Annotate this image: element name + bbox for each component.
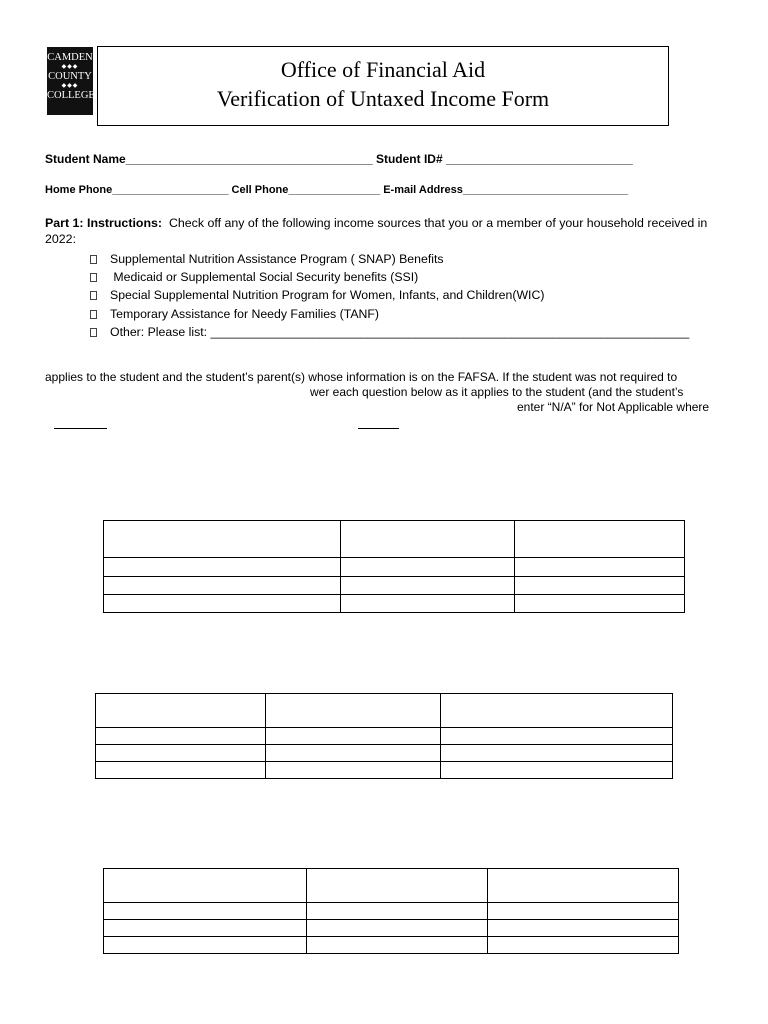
checklist-item-tanf[interactable]: [90, 305, 689, 323]
table-cell[interactable]: [266, 694, 441, 728]
student-name-row: [45, 152, 633, 166]
table-row: [104, 577, 685, 595]
table-cell[interactable]: [441, 745, 673, 762]
email-field[interactable]: ___________________________: [462, 184, 629, 196]
checkbox-icon[interactable]: [90, 310, 97, 319]
table-cell[interactable]: [104, 903, 307, 920]
checklist-item-other[interactable]: [90, 323, 689, 341]
checkbox-icon[interactable]: [90, 255, 97, 264]
table-cell[interactable]: [341, 595, 515, 613]
table-cell[interactable]: [96, 694, 266, 728]
logo-line-1: CAMDEN: [47, 52, 93, 63]
checklist-label: Medicaid or Supplemental Social Security benefits (SSI): [110, 270, 419, 285]
table-header-row: [104, 869, 679, 903]
logo-separator-1: ◆◆◆: [61, 64, 79, 70]
table-cell[interactable]: [104, 920, 307, 937]
table-cell[interactable]: [307, 937, 488, 954]
table-cell[interactable]: [488, 937, 679, 954]
checkbox-icon[interactable]: [90, 291, 97, 300]
table-cell[interactable]: [96, 728, 266, 745]
part1-text: Check off any of the following income sources that you or a member of your household received in 2022:: [45, 216, 708, 246]
blank-line: [358, 428, 399, 429]
table-cell[interactable]: [488, 903, 679, 920]
table-cell[interactable]: [104, 521, 341, 558]
table-cell[interactable]: [307, 920, 488, 937]
home-phone-label: Home Phone: [45, 184, 113, 196]
cell-phone-label: Cell Phone: [231, 184, 289, 196]
table-row: [96, 762, 673, 779]
income-table-1: [103, 520, 685, 613]
table-cell[interactable]: [266, 728, 441, 745]
checklist-item-snap[interactable]: [90, 250, 689, 268]
table-cell[interactable]: [104, 937, 307, 954]
logo-separator-2: ◆◆◆: [61, 83, 79, 89]
logo-line-3: COLLEGE: [47, 90, 95, 101]
table-cell[interactable]: [96, 762, 266, 779]
cell-phone-field[interactable]: _______________: [288, 184, 381, 196]
table-cell[interactable]: [341, 558, 515, 577]
student-id-label: Student ID#: [375, 152, 443, 166]
checkbox-icon[interactable]: [90, 328, 97, 337]
instruction-paragraph-line-2: wer each question below as it applies to the student (and the student’s: [310, 385, 684, 399]
table-row: [104, 595, 685, 613]
table-cell[interactable]: [341, 521, 515, 558]
form-title: Verification of Untaxed Income Form: [216, 86, 550, 111]
checklist-item-wic[interactable]: [90, 286, 689, 304]
income-table-3: [103, 868, 679, 954]
checklist-label: Temporary Assistance for Needy Families (TANF): [110, 306, 380, 321]
student-id-field[interactable]: ____________________________: [445, 152, 633, 166]
table-cell[interactable]: [104, 869, 307, 903]
instruction-paragraph-line-3: enter “N/A” for Not Applicable where: [517, 400, 710, 414]
student-name-label: Student Name: [45, 152, 126, 166]
table-cell[interactable]: [307, 869, 488, 903]
table-cell[interactable]: [441, 762, 673, 779]
table-cell[interactable]: [266, 762, 441, 779]
table-cell[interactable]: [515, 558, 685, 577]
table-row: [96, 728, 673, 745]
student-name-field[interactable]: _____________________________________: [125, 152, 373, 166]
form-title-box: [97, 46, 669, 126]
table-cell[interactable]: [515, 577, 685, 595]
table-cell[interactable]: [266, 745, 441, 762]
table-cell[interactable]: [104, 595, 341, 613]
logo-line-2: COUNTY: [48, 71, 92, 82]
blank-line: [54, 428, 107, 429]
table-cell[interactable]: [515, 521, 685, 558]
table-cell[interactable]: [341, 577, 515, 595]
table-header-row: [96, 694, 673, 728]
instruction-paragraph-line-1: applies to the student and the student’s parent(s) whose information is on the FAFSA. If the student was not required to: [45, 370, 678, 384]
checkbox-icon[interactable]: [90, 273, 97, 282]
income-source-checklist: [90, 250, 689, 341]
checklist-label: Other: Please list: ______________________________________________________________________: [110, 324, 690, 339]
table-cell[interactable]: [441, 728, 673, 745]
college-logo: [47, 47, 93, 115]
table-row: [104, 920, 679, 937]
checklist-item-ssi[interactable]: [90, 268, 689, 286]
table-row: [104, 558, 685, 577]
home-phone-field[interactable]: ___________________: [112, 184, 229, 196]
office-title: Office of Financial Aid: [280, 57, 486, 82]
part1-instructions: [45, 215, 735, 247]
table-cell[interactable]: [488, 920, 679, 937]
table-cell[interactable]: [488, 869, 679, 903]
part1-heading: Part 1: Instructions:: [45, 216, 163, 230]
table-cell[interactable]: [515, 595, 685, 613]
table-cell[interactable]: [441, 694, 673, 728]
checklist-label: Supplemental Nutrition Assistance Program ( SNAP) Benefits: [110, 252, 444, 266]
table-cell[interactable]: [104, 577, 341, 595]
table-cell[interactable]: [96, 745, 266, 762]
email-label: E-mail Address: [383, 184, 463, 196]
table-row: [104, 903, 679, 920]
table-cell[interactable]: [307, 903, 488, 920]
table-header-row: [104, 521, 685, 558]
table-cell[interactable]: [104, 558, 341, 577]
table-row: [96, 745, 673, 762]
contact-row: [45, 184, 628, 196]
checklist-label: Special Supplemental Nutrition Program for Women, Infants, and Children(WIC): [110, 288, 545, 303]
income-table-2: [95, 693, 673, 779]
table-row: [104, 937, 679, 954]
